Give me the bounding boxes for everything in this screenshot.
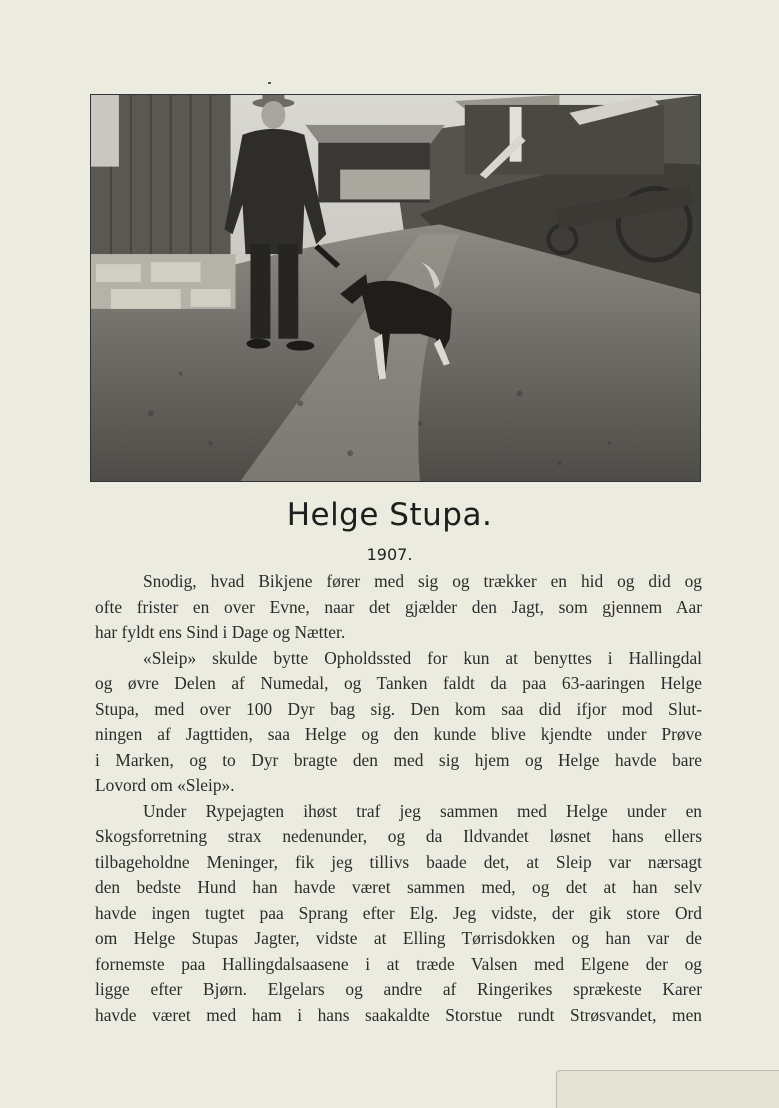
text-line: den bedste Hund han havde været sammen med, og det at han selv	[95, 877, 702, 897]
text-line: «Sleip» skulde bytte Opholdssted for kun at benyttes i Hallingdal	[143, 647, 702, 668]
text-line: ningen af Jagttiden, saa Helge og den kunde blive kjendte under Prøve	[95, 724, 702, 744]
text-line: og øvre Delen af Numedal, og Tanken faldt da paa 63-aaringen Helge	[95, 673, 702, 693]
text-line: Stupa, med over 100 Dyr bag sig. Den kom saa did ifjor mod Slut-	[95, 698, 702, 719]
text-line: havde været med ham i hans saakaldte Storstue rundt Strøsvandet, men	[95, 1004, 702, 1025]
chapter-title: Helge Stupa.	[286, 497, 493, 533]
paragraph-1	[95, 569, 702, 646]
text-line: Lovord om «Sleip».	[95, 775, 235, 795]
text-line: ligge efter Bjørn. Elgelars og andre af Ringerikes sprækeste Karer	[95, 979, 702, 999]
paragraph-3	[95, 799, 702, 1029]
text-line: fornemste paa Hallingdalsaasene i at træde Valsen med Elgene der og	[95, 953, 702, 974]
text-line: om Helge Stupas Jagter, vidste at Elling Tørrisdokken og han var de	[95, 928, 702, 948]
text-line: i Marken, og to Dyr bragte den med sig hjem og Helge havde bare	[95, 749, 702, 770]
text-line: havde ingen tugtet paa Sprang efter Elg. Jeg vidste, der gik store Ord	[95, 902, 702, 923]
text-line: Under Rypejagten ihøst traf jeg sammen med Helge under en	[143, 800, 702, 821]
chapter-year: 1907.	[366, 545, 413, 564]
text-line: har fyldt ens Sind i Dage og Nætter.	[95, 622, 346, 642]
scan-page-corner	[556, 1070, 779, 1108]
halftone-photograph	[90, 94, 701, 482]
text-line: Snodig, hvad Bikjene fører med sig og trækker en hid og did og	[143, 571, 702, 591]
text-line: tilbageholdne Meninger, fik jeg tillivs baade det, at Sleip var nærsagt	[95, 851, 702, 872]
text-line: ofte frister en over Evne, naar det gjælder den Jagt, som gjennem Aar	[95, 596, 702, 617]
body-text	[95, 569, 702, 1028]
text-line: Skogsforretning strax nedenunder, og da Ildvandet løsnet hans ellers	[95, 826, 702, 846]
print-mark	[268, 82, 271, 84]
photo-illustration	[91, 95, 700, 481]
paragraph-2	[95, 646, 702, 799]
